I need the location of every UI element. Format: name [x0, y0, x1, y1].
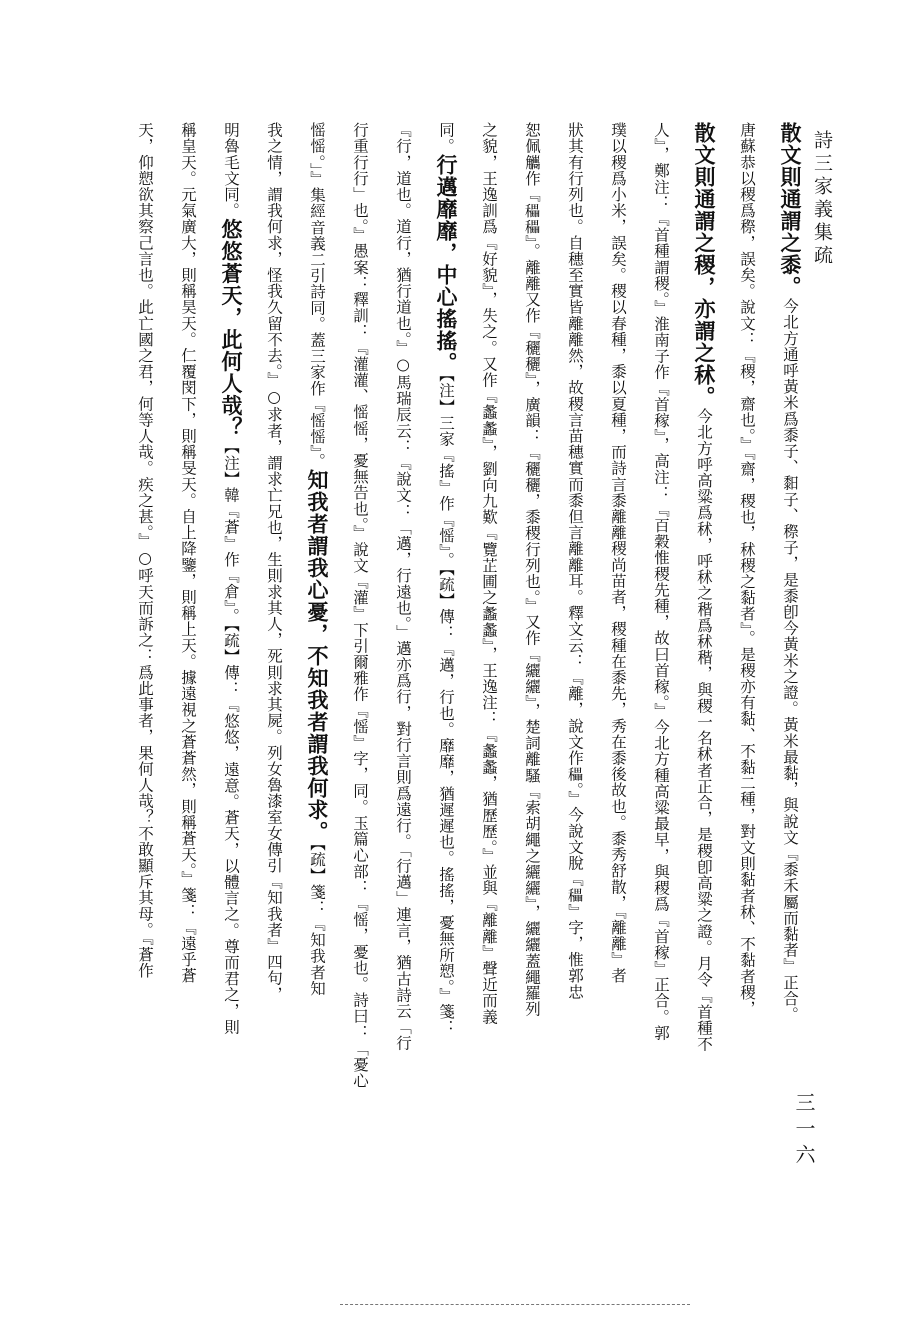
- text-column: [217, 122, 245, 1230]
- main-text: 散文則通謂之黍。: [778, 122, 803, 298]
- commentary-text: 【注】韓『蒼』作『倉』。【疏】傳：『悠悠，遠意。蒼天，以體言之。尊而君之，則: [222, 438, 240, 1035]
- commentary-text: 今北方呼高粱爲秫，呼秫之稭爲秫稭，與稷一名秫者正合，是稷卽高粱之證。月令『首種不: [695, 408, 713, 1052]
- running-head: 詩三家義集疏: [811, 130, 833, 268]
- text-column: [346, 122, 374, 1230]
- commentary-text: 璞以稷爲小米，誤矣。稷以春種，黍以夏種，而詩言黍離離稷尚苗者，稷種在黍先，秀在黍後故也。黍秀舒散，『離離』者: [609, 122, 627, 984]
- text-column: [776, 122, 804, 1230]
- commentary-text: 狀其有行列也。自穗至實皆離離然，故稷言苗穗實而黍但言離離耳。釋文云：『離，說文作𥣬。』今說文脫『𥣬』字，惟郭忠: [566, 122, 584, 1000]
- commentary-text: 唐蘇恭以稷爲穄，誤矣。說文：『稷，齋也。』『齋，稷也，秫稷之黏者』。是稷亦有黏、不黏二種，對文則黏者秫、不黏者稷，: [738, 122, 756, 1017]
- text-column: [260, 122, 288, 1230]
- commentary-text: 今北方通呼黃米爲黍子、䵒子、穄子，是黍卽今黃米之證。黃米最黏，與說文『黍禾屬而黏者』正合。: [781, 298, 799, 1023]
- commentary-text: 恕佩觿作『𥣬𥣬』。離離又作『穲穲』，廣韻：『穲穲，黍稷行列也。』又作『纚纚』，楚詞離騷『索胡繩之纚纚』，纚纚蓋繩羅列: [523, 122, 541, 1018]
- text-column: [131, 122, 159, 1230]
- main-text: 知我者謂我心憂，不知我者謂我何求。: [305, 469, 330, 844]
- commentary-text: 【疏】箋：『知我者知: [308, 843, 326, 997]
- text-column: [604, 122, 632, 1230]
- main-text: 散文則通謂之稷，亦謂之秫。: [692, 122, 717, 408]
- commentary-text: 愮愮。」』集經音義二引詩同。蓋三家作『愮愮』。: [308, 122, 326, 470]
- commentary-text: 人』，鄭注：『首種謂稷。』淮南子作『首稼』，高注：『百穀惟稷先種，故曰首稼。』今北方種高粱最早，與稷爲『首稼』正合。郭: [652, 122, 670, 1041]
- commentary-text: 我之情，謂我何求，怪我久留不去。』○求者，謂求亡兄也，生則求其人，死則求其屍。列女魯漆室女傳引『知我者』四句，: [265, 122, 283, 1003]
- text-column: [303, 122, 331, 1230]
- main-text: 悠悠蒼天，此何人哉？: [219, 218, 244, 439]
- commentary-text: 明魯毛文同。: [222, 122, 240, 219]
- page-number: 三一六: [792, 1092, 816, 1170]
- text-column: [174, 122, 202, 1230]
- commentary-text: 之貌，王逸訓爲『好貌』，失之。又作『蠡蠡』，劉向九歎『覽芷圃之蠡蠡』，王逸注：『蠡蠡，猶歷歷。』並與『離離』聲近而義: [480, 122, 498, 1025]
- text-block: [104, 122, 804, 1230]
- text-column: [432, 122, 460, 1230]
- commentary-text: 行重行行」也。』愚案：釋訓：『灌灌、愮愮，憂無告也。』說文『灌』下引爾雅作『愮』字，同。玉篇心部：『愮，憂也。詩曰：「憂心: [351, 122, 369, 1089]
- commentary-text: 【注】三家『搖』作『愮』。【疏】傳：『邁，行也。靡靡，猶遲遲也。搖搖，憂無所愬。』箋：: [437, 374, 455, 1036]
- commentary-text: 稱皇天。元氣廣大，則稱昊天。仁覆閔下，則稱旻天。自上降鑒，則稱上天。據遠視之蒼蒼然，則稱蒼天。』箋：『遠乎蒼: [179, 122, 197, 984]
- main-text: 行邁靡靡，中心搖搖。: [434, 154, 459, 375]
- text-column: [690, 122, 718, 1230]
- text-column: [518, 122, 546, 1230]
- text-column: [561, 122, 589, 1230]
- text-column: [475, 122, 503, 1230]
- commentary-text: 天，仰愬欲其察己言也。此亡國之君，何等人哉。疾之甚。』○呼天而訴之：爲此事者，果何人哉？不敢顯斥其母。『蒼作: [136, 122, 154, 979]
- commentary-text: 同。: [437, 122, 455, 155]
- text-column: [733, 122, 761, 1230]
- text-column: [647, 122, 675, 1230]
- commentary-text: 『行，道也。道行，猶行道也。』○馬瑞辰云：『說文：「邁，行遠也。」邁亦爲行，對行言則爲遠行。「行邁」連言，猶古詩云「行: [394, 122, 412, 1052]
- text-column: [389, 122, 417, 1230]
- bottom-divider: [340, 1304, 690, 1305]
